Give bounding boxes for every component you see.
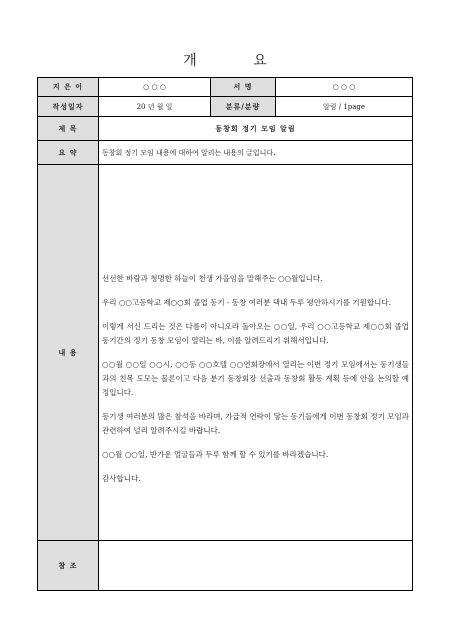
- author-label: 지 은 이: [38, 78, 99, 97]
- reference-value: [99, 541, 413, 591]
- body-paragraph: ○○월 ○○일, 반가운 얼굴들과 두루 함께 할 수 있기를 바라겠습니다.: [102, 449, 329, 459]
- author-row: [38, 78, 413, 97]
- category-value: 알림 / 1page: [276, 97, 413, 117]
- signature-label: 서 명: [211, 78, 276, 97]
- body-paragraph: 우리 ○○고등학교 제○○회 졸업 동기 · 동창 여러분 댁내 두루 평안하시기를 기원합니다.: [102, 297, 392, 307]
- body-paragraph: 동기생 여러분의 많은 참석을 바라며, 가급적 연락이 닿는 동기들에게 이번 동창회 정기 모임과 관련하여 널리 알려주시길 바랍니다.: [102, 411, 409, 435]
- body-paragraph: 선선한 바람과 청명한 하늘이 천생 가을임을 말해주는 ○○월입니다.: [102, 273, 323, 283]
- body-content: [102, 210, 409, 486]
- body-row: [38, 165, 413, 541]
- date-row: [38, 97, 413, 117]
- subject-label: 제 목: [38, 117, 99, 141]
- body-label: 내 용: [38, 165, 99, 541]
- body-paragraph: 감사합니다.: [102, 473, 141, 483]
- body-paragraph: 이렇게 서신 드리는 것은 다름이 아니오라 돌아오는 ○○일, 우리 ○○고등학교 제○○회 졸업 동기간의 정기 동창 모임이 열리는 바, 이를 알려드리기 위해서입니다.: [102, 321, 409, 345]
- reference-label: 참 조: [38, 541, 99, 591]
- signature-value: ○ ○ ○: [276, 78, 413, 97]
- body-content-cell: [99, 165, 413, 541]
- category-label: 분류/분량: [211, 97, 276, 117]
- reference-row: [38, 541, 413, 591]
- body-paragraph: ○○월 ○○일 ○○시, ○○동 ○○호텔 ○○연회장에서 열리는 이번 정기 모임에서는 동기생들과의 친목 도모는 물론이고 다음 분기 동창회장 선출과 동창회 활동 계획 등에 안을 논의할 예정입니다.: [102, 359, 409, 397]
- subject-row: [38, 117, 413, 141]
- summary-value: 동창회 정기 모임 내용에 대하여 알리는 내용의 글입니다.: [99, 141, 413, 165]
- author-value: ○ ○ ○: [99, 78, 211, 97]
- summary-row: [38, 141, 413, 165]
- subject-value: 동창회 정기 모임 알림: [99, 117, 413, 141]
- summary-form-table: [37, 77, 413, 591]
- summary-label: 요 약: [38, 141, 99, 165]
- document-title: 개 요: [183, 53, 293, 69]
- date-label: 작성일자: [38, 97, 99, 117]
- date-value: 20 년 월 일: [99, 97, 211, 117]
